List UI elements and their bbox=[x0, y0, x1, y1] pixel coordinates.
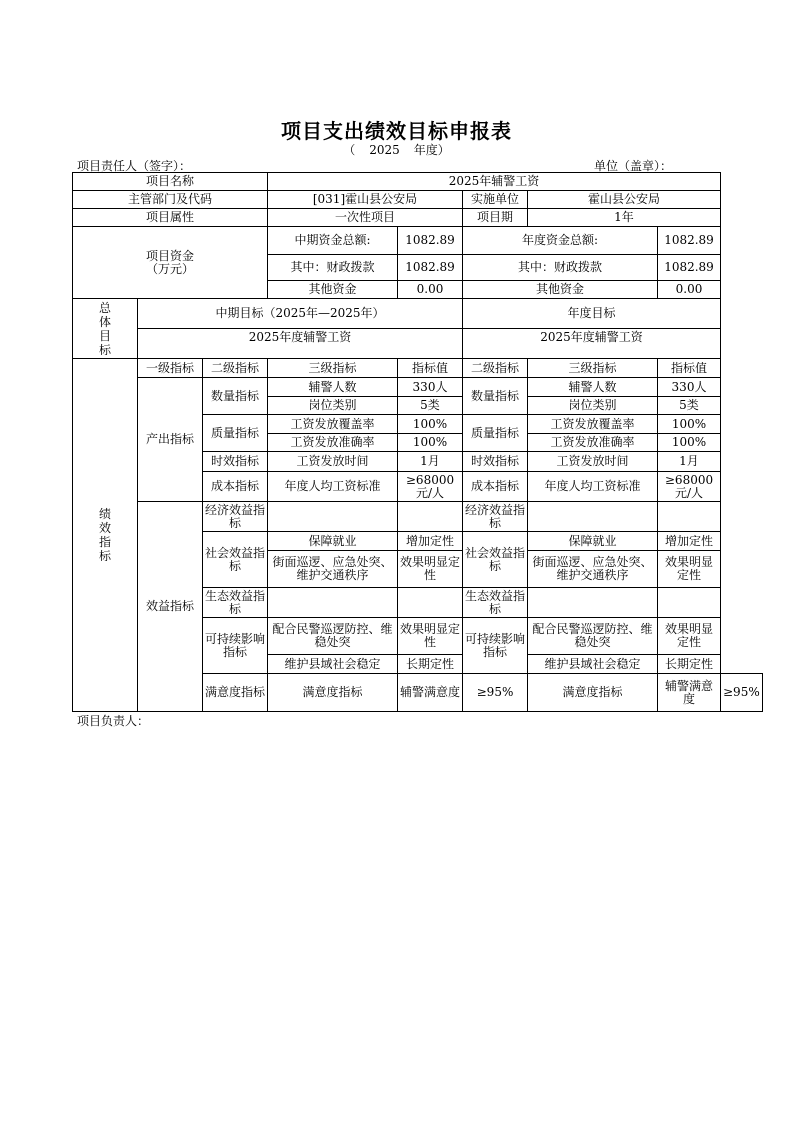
table-row: 长期定性 bbox=[398, 655, 463, 674]
mid-other-value: 0.00 bbox=[398, 281, 463, 299]
table-row: 工资发放时间 bbox=[528, 452, 658, 472]
table-row: 330人 bbox=[398, 378, 463, 397]
ecological-indicator-label: 生态效益指标 bbox=[203, 588, 268, 618]
sustainable-indicator-label: 可持续影响指标 bbox=[463, 618, 528, 674]
satisfaction-l2-label: 满意度指标 bbox=[268, 674, 398, 712]
satisfaction-l1-label: 满意度指标 bbox=[203, 674, 268, 712]
table-row: 工资发放时间 bbox=[268, 452, 398, 472]
table-row bbox=[658, 502, 721, 532]
table-row: 100% bbox=[398, 434, 463, 452]
cost-indicator-label: 成本指标 bbox=[203, 472, 268, 502]
timeliness-indicator-label: 时效指标 bbox=[203, 452, 268, 472]
sustainable-indicator-label: 可持续影响指标 bbox=[203, 618, 268, 674]
attr-value: 一次性项目 bbox=[268, 209, 463, 227]
mid-total-label: 中期资金总额: bbox=[268, 227, 398, 255]
table-row: 保障就业 bbox=[268, 532, 398, 551]
annual-other-label: 其他资金 bbox=[463, 281, 658, 299]
table-row: ≥95% bbox=[721, 674, 763, 712]
annual-total-value: 1082.89 bbox=[658, 227, 721, 255]
mid-total-value: 1082.89 bbox=[398, 227, 463, 255]
table-row: 长期定性 bbox=[658, 655, 721, 674]
table-row bbox=[528, 588, 658, 618]
table-row: 效果明显定性 bbox=[398, 618, 463, 655]
year-value: 2025 bbox=[369, 143, 400, 157]
quality-indicator-label: 质量指标 bbox=[463, 415, 528, 452]
table-row: 5类 bbox=[658, 397, 721, 415]
table-row: 100% bbox=[658, 415, 721, 434]
table-row bbox=[268, 588, 398, 618]
mid-fiscal-label: 其中：财政拨款 bbox=[268, 255, 398, 281]
table-row bbox=[268, 502, 398, 532]
table-row: ≥68000元/人 bbox=[398, 472, 463, 502]
performance-form-table bbox=[72, 172, 763, 712]
mid-other-label: 其他资金 bbox=[268, 281, 398, 299]
unit-seal-label: 单位（盖章）： bbox=[594, 159, 673, 173]
timeliness-indicator-label: 时效指标 bbox=[463, 452, 528, 472]
dept-value: [031]霍山县公安局 bbox=[268, 191, 463, 209]
annual-total-label: 年度资金总额: bbox=[463, 227, 658, 255]
table-row: 辅警人数 bbox=[528, 378, 658, 397]
table-row bbox=[398, 502, 463, 532]
col-level3-annual: 三级指标 bbox=[528, 359, 658, 378]
table-row: 工资发放准确率 bbox=[528, 434, 658, 452]
table-row: 效果明显定性 bbox=[398, 551, 463, 588]
impl-unit-value: 霍山县公安局 bbox=[528, 191, 721, 209]
output-indicator-label: 产出指标 bbox=[138, 378, 203, 502]
col-level2: 二级指标 bbox=[203, 359, 268, 378]
project-name-label: 项目名称 bbox=[73, 173, 268, 191]
table-row: 辅警人数 bbox=[268, 378, 398, 397]
col-level2-annual: 二级指标 bbox=[463, 359, 528, 378]
table-row bbox=[658, 588, 721, 618]
indicators-section-label: 绩效指标 bbox=[73, 359, 138, 712]
year-unit: 年度） bbox=[413, 143, 450, 157]
quality-indicator-label: 质量指标 bbox=[203, 415, 268, 452]
table-row: 工资发放准确率 bbox=[268, 434, 398, 452]
annual-goal-label: 年度目标 bbox=[463, 299, 721, 329]
table-row: 街面巡逻、应急处突、维护交通秩序 bbox=[528, 551, 658, 588]
table-row: 效果明显定性 bbox=[658, 551, 721, 588]
table-row: 年度人均工资标准 bbox=[528, 472, 658, 502]
table-row: ≥68000元/人 bbox=[658, 472, 721, 502]
cost-indicator-label: 成本指标 bbox=[463, 472, 528, 502]
table-row: 配合民警巡逻防控、维稳处突 bbox=[268, 618, 398, 655]
year-line bbox=[0, 141, 793, 158]
annual-goal-text: 2025年度辅警工资 bbox=[463, 329, 721, 359]
table-row: 100% bbox=[398, 415, 463, 434]
mid-goal-text: 2025年度辅警工资 bbox=[138, 329, 463, 359]
project-name-value: 2025年辅警工资 bbox=[268, 173, 721, 191]
quantity-indicator-label: 数量指标 bbox=[203, 378, 268, 415]
period-label: 项目期 bbox=[463, 209, 528, 227]
quantity-indicator-label: 数量指标 bbox=[463, 378, 528, 415]
dept-label: 主管部门及代码 bbox=[73, 191, 268, 209]
annual-fiscal-label: 其中：财政拨款 bbox=[463, 255, 658, 281]
benefit-indicator-label: 效益指标 bbox=[138, 502, 203, 712]
table-row: 街面巡逻、应急处突、维护交通秩序 bbox=[268, 551, 398, 588]
responsible-person-label: 项目责任人（签字）： bbox=[77, 159, 192, 173]
table-row bbox=[528, 502, 658, 532]
table-row: 年度人均工资标准 bbox=[268, 472, 398, 502]
table-row: 330人 bbox=[658, 378, 721, 397]
social-indicator-label: 社会效益指标 bbox=[463, 532, 528, 588]
project-leader-label: 项目负责人： bbox=[77, 714, 150, 728]
table-row: 工资发放覆盖率 bbox=[528, 415, 658, 434]
table-row: 增加定性 bbox=[658, 532, 721, 551]
year-open: （ bbox=[343, 143, 356, 157]
mid-fiscal-value: 1082.89 bbox=[398, 255, 463, 281]
col-value: 指标值 bbox=[398, 359, 463, 378]
table-row: ≥95% bbox=[463, 674, 528, 712]
table-row: 岗位类别 bbox=[528, 397, 658, 415]
table-row: 工资发放覆盖率 bbox=[268, 415, 398, 434]
funds-label-line1: 项目资金 bbox=[145, 248, 194, 263]
social-indicator-label: 社会效益指标 bbox=[203, 532, 268, 588]
annual-fiscal-value: 1082.89 bbox=[658, 255, 721, 281]
table-row: 5类 bbox=[398, 397, 463, 415]
table-row: 保障就业 bbox=[528, 532, 658, 551]
table-row: 1月 bbox=[658, 452, 721, 472]
period-value: 1年 bbox=[528, 209, 721, 227]
table-row: 效果明显定性 bbox=[658, 618, 721, 655]
table-row bbox=[398, 588, 463, 618]
table-row: 100% bbox=[658, 434, 721, 452]
satisfaction-l2-label: 满意度指标 bbox=[528, 674, 658, 712]
annual-other-value: 0.00 bbox=[658, 281, 721, 299]
ecological-indicator-label: 生态效益指标 bbox=[463, 588, 528, 618]
table-row: 维护县域社会稳定 bbox=[528, 655, 658, 674]
table-row: 维护县域社会稳定 bbox=[268, 655, 398, 674]
economic-indicator-label: 经济效益指标 bbox=[203, 502, 268, 532]
table-row: 辅警满意度 bbox=[398, 674, 463, 712]
table-row: 1月 bbox=[398, 452, 463, 472]
attr-label: 项目属性 bbox=[73, 209, 268, 227]
table-row: 岗位类别 bbox=[268, 397, 398, 415]
impl-unit-label: 实施单位 bbox=[463, 191, 528, 209]
mid-goal-label: 中期目标（2025年—2025年） bbox=[138, 299, 463, 329]
col-level1: 一级指标 bbox=[138, 359, 203, 378]
table-row: 增加定性 bbox=[398, 532, 463, 551]
economic-indicator-label: 经济效益指标 bbox=[463, 502, 528, 532]
funds-label-line2: （万元） bbox=[145, 261, 194, 276]
col-value-annual: 指标值 bbox=[658, 359, 721, 378]
funds-label bbox=[73, 227, 268, 299]
overall-goal-label: 总体目标 bbox=[73, 299, 138, 359]
table-row: 辅警满意度 bbox=[658, 674, 721, 712]
col-level3: 三级指标 bbox=[268, 359, 398, 378]
table-row: 配合民警巡逻防控、维稳处突 bbox=[528, 618, 658, 655]
page-title: 项目支出绩效目标申报表 bbox=[281, 119, 512, 143]
